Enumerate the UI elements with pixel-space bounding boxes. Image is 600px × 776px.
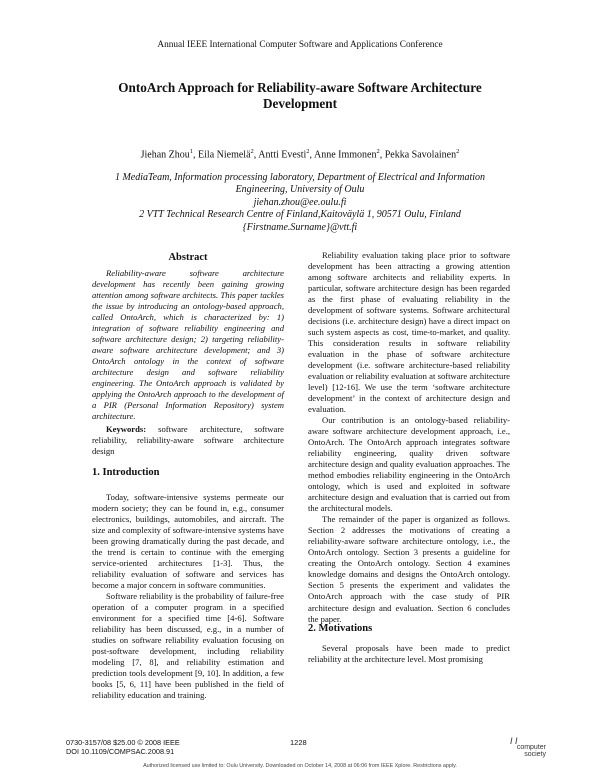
author-email: {Firstname.Surname}@vtt.fi (242, 221, 358, 233)
author-affiliation-mark: 2 (250, 148, 254, 155)
body-paragraph: Today, software-intensive systems permeate our modern society; they can be found in, e.g., consumer electronics, buildings, automobiles, and aircraft. The size and complexity of software-intensive systems have been growing dramatically during the past decade, and the trend is certain to continue with the emerging service-oriented architectures [1-3]. Thus, the reliability evaluation of software and services has become a major concern in software communities. (92, 492, 284, 591)
right-column-body (308, 250, 510, 625)
keywords-label: Keywords: (106, 424, 147, 434)
author-email: jiehan.zhou@ee.oulu.fi (253, 196, 347, 208)
paper-title (90, 80, 510, 111)
affiliation-line: 1 MediaTeam, Information processing laboratory, Department of Electrical and Information (114, 172, 486, 183)
keywords-paragraph (92, 424, 284, 457)
body-paragraph: The remainder of the paper is organized as follows. Section 2 addresses the motivations of creating a reliability-aware software architecture ontology, i.e., the OntoArch ontology. Section 3 presents a guideline for creating the OntoArch ontology. Section 4 examines knowledge domains and designs the OntoArch ontology. Section 5 presents the experiment and validates the OntoArch approach with the case study of PIR architecture design and evaluation. Section 6 concludes the paper. (308, 514, 510, 624)
body-paragraph: Software reliability is the probability of failure-free operation of a computer program in a specified environment for a specified time [4-6]. Software reliability has been discussed, e.g., in a number of studies on software reliability evaluation focusing on post-software development, including reliability modeling [7, 8], and reliability estimation and prediction tools development [9, 10]. In addition, a few books [5, 6, 11] have been published in the field of reliability education and training. (92, 591, 284, 701)
introduction-heading: 1. Introduction (92, 467, 160, 478)
copyright-block (66, 738, 180, 756)
affiliations (62, 172, 538, 234)
author-affiliation-mark: 2 (456, 148, 460, 155)
computer-society-logo-icon: I I (510, 736, 518, 746)
motivations-body (308, 643, 510, 665)
paper-title-line-1: OntoArch Approach for Reliability-aware Software Architecture (118, 80, 482, 95)
author-affiliation-mark: 1 (189, 148, 194, 155)
computer-society-logo (498, 736, 546, 762)
author-name: Pekka Savolainen (384, 149, 457, 161)
copyright-line: 0730-3157/08 $25.00 © 2008 IEEE (66, 738, 180, 747)
abstract-body (92, 268, 284, 422)
motivations-heading: 2. Motivations (308, 623, 373, 634)
author-name: Jiehan Zhou (140, 149, 190, 161)
abstract-heading: Abstract (168, 252, 208, 263)
body-paragraph: Our contribution is an ontology-based reliability-aware software architecture development approach, i.e., OntoArch. The OntoArch approach integrates software reliability engineering, quality driven software architecture design and quality evaluation approaches. The method embodies reliability engineering in the OntoArch ontology, which is used and exploited in software architecture design and evaluation that is carried out from the architectural models. (308, 415, 510, 514)
author-affiliation-mark: 2 (376, 148, 380, 155)
author-name: Eila Niemelä (198, 149, 251, 161)
author-name: Anne Immonen (313, 149, 377, 161)
author-affiliation-mark: 2 (306, 148, 310, 155)
author-name: Antti Evesti (258, 149, 307, 161)
affiliation-line: 2 VTT Technical Research Centre of Finland,Kaitoväylä 1, 90571 Oulu, Finland (139, 209, 461, 221)
keywords (92, 424, 284, 457)
body-paragraph: Reliability evaluation taking place prior to software development has been attracting a growing attention among software architects and reliability experts. In particular, software architecture design has been regarded as the first phase of evaluating reliability in the development of software systems. Software architectural decisions (i.e. architecture design) have a direct impact on such system aspects as cost, time-to-market, and quality. This consideration results in software reliability evaluation in the phase of software architecture development (i.e. software architecture-based reliability evaluation or reliability evaluation at software architecture level) [12-16]. We use the term ‘software architecture development’ in the context of architecture design and evaluation. (308, 250, 510, 415)
abstract-paragraph: Reliability-aware software architecture development has recently been gaining growing attention among software architects. This paper tackles the issue by introducing an ontology-based approach, called OntoArch, which is characterized by: 1) integration of software reliability engineering and software architecture design; 2) targeting reliability-aware software architecture development; and 3) OntoArch ontology in the context of software architecture design and software reliability engineering. The OntoArch approach is validated by applying the OntoArch approach to the development of a PIR (Personal Information Repository) system architecture. (92, 268, 284, 422)
paper-title-line-2: Development (263, 95, 337, 111)
introduction-body (92, 492, 284, 701)
page-number: 1228 (290, 738, 307, 747)
author-list: Jiehan Zhou$^1$, Eila Niemelä$^2$, Antti Evesti$^2$, Anne Immonen$^2$, Pekka Savolainen$^2$ (140, 148, 460, 161)
body-paragraph: Several proposals have been made to predict reliability at the architecture level. Most promising (308, 643, 510, 665)
doi-line: DOI 10.1109/COMPSAC.2008.91 (66, 747, 175, 756)
affiliation-line: Engineering, University of Oulu (235, 184, 365, 196)
license-notice: Authorized licensed use limited to: Oulu University. Downloaded on October 14, 2008 at 06:06 from IEEE Xplore. Restrictions apply. (143, 763, 457, 769)
conference-header: Annual IEEE International Computer Software and Applications Conference (157, 40, 443, 50)
keywords-list: software architecture, software reliability, reliability-aware software architecture design (92, 424, 284, 457)
logo-text: computer society (516, 744, 546, 758)
